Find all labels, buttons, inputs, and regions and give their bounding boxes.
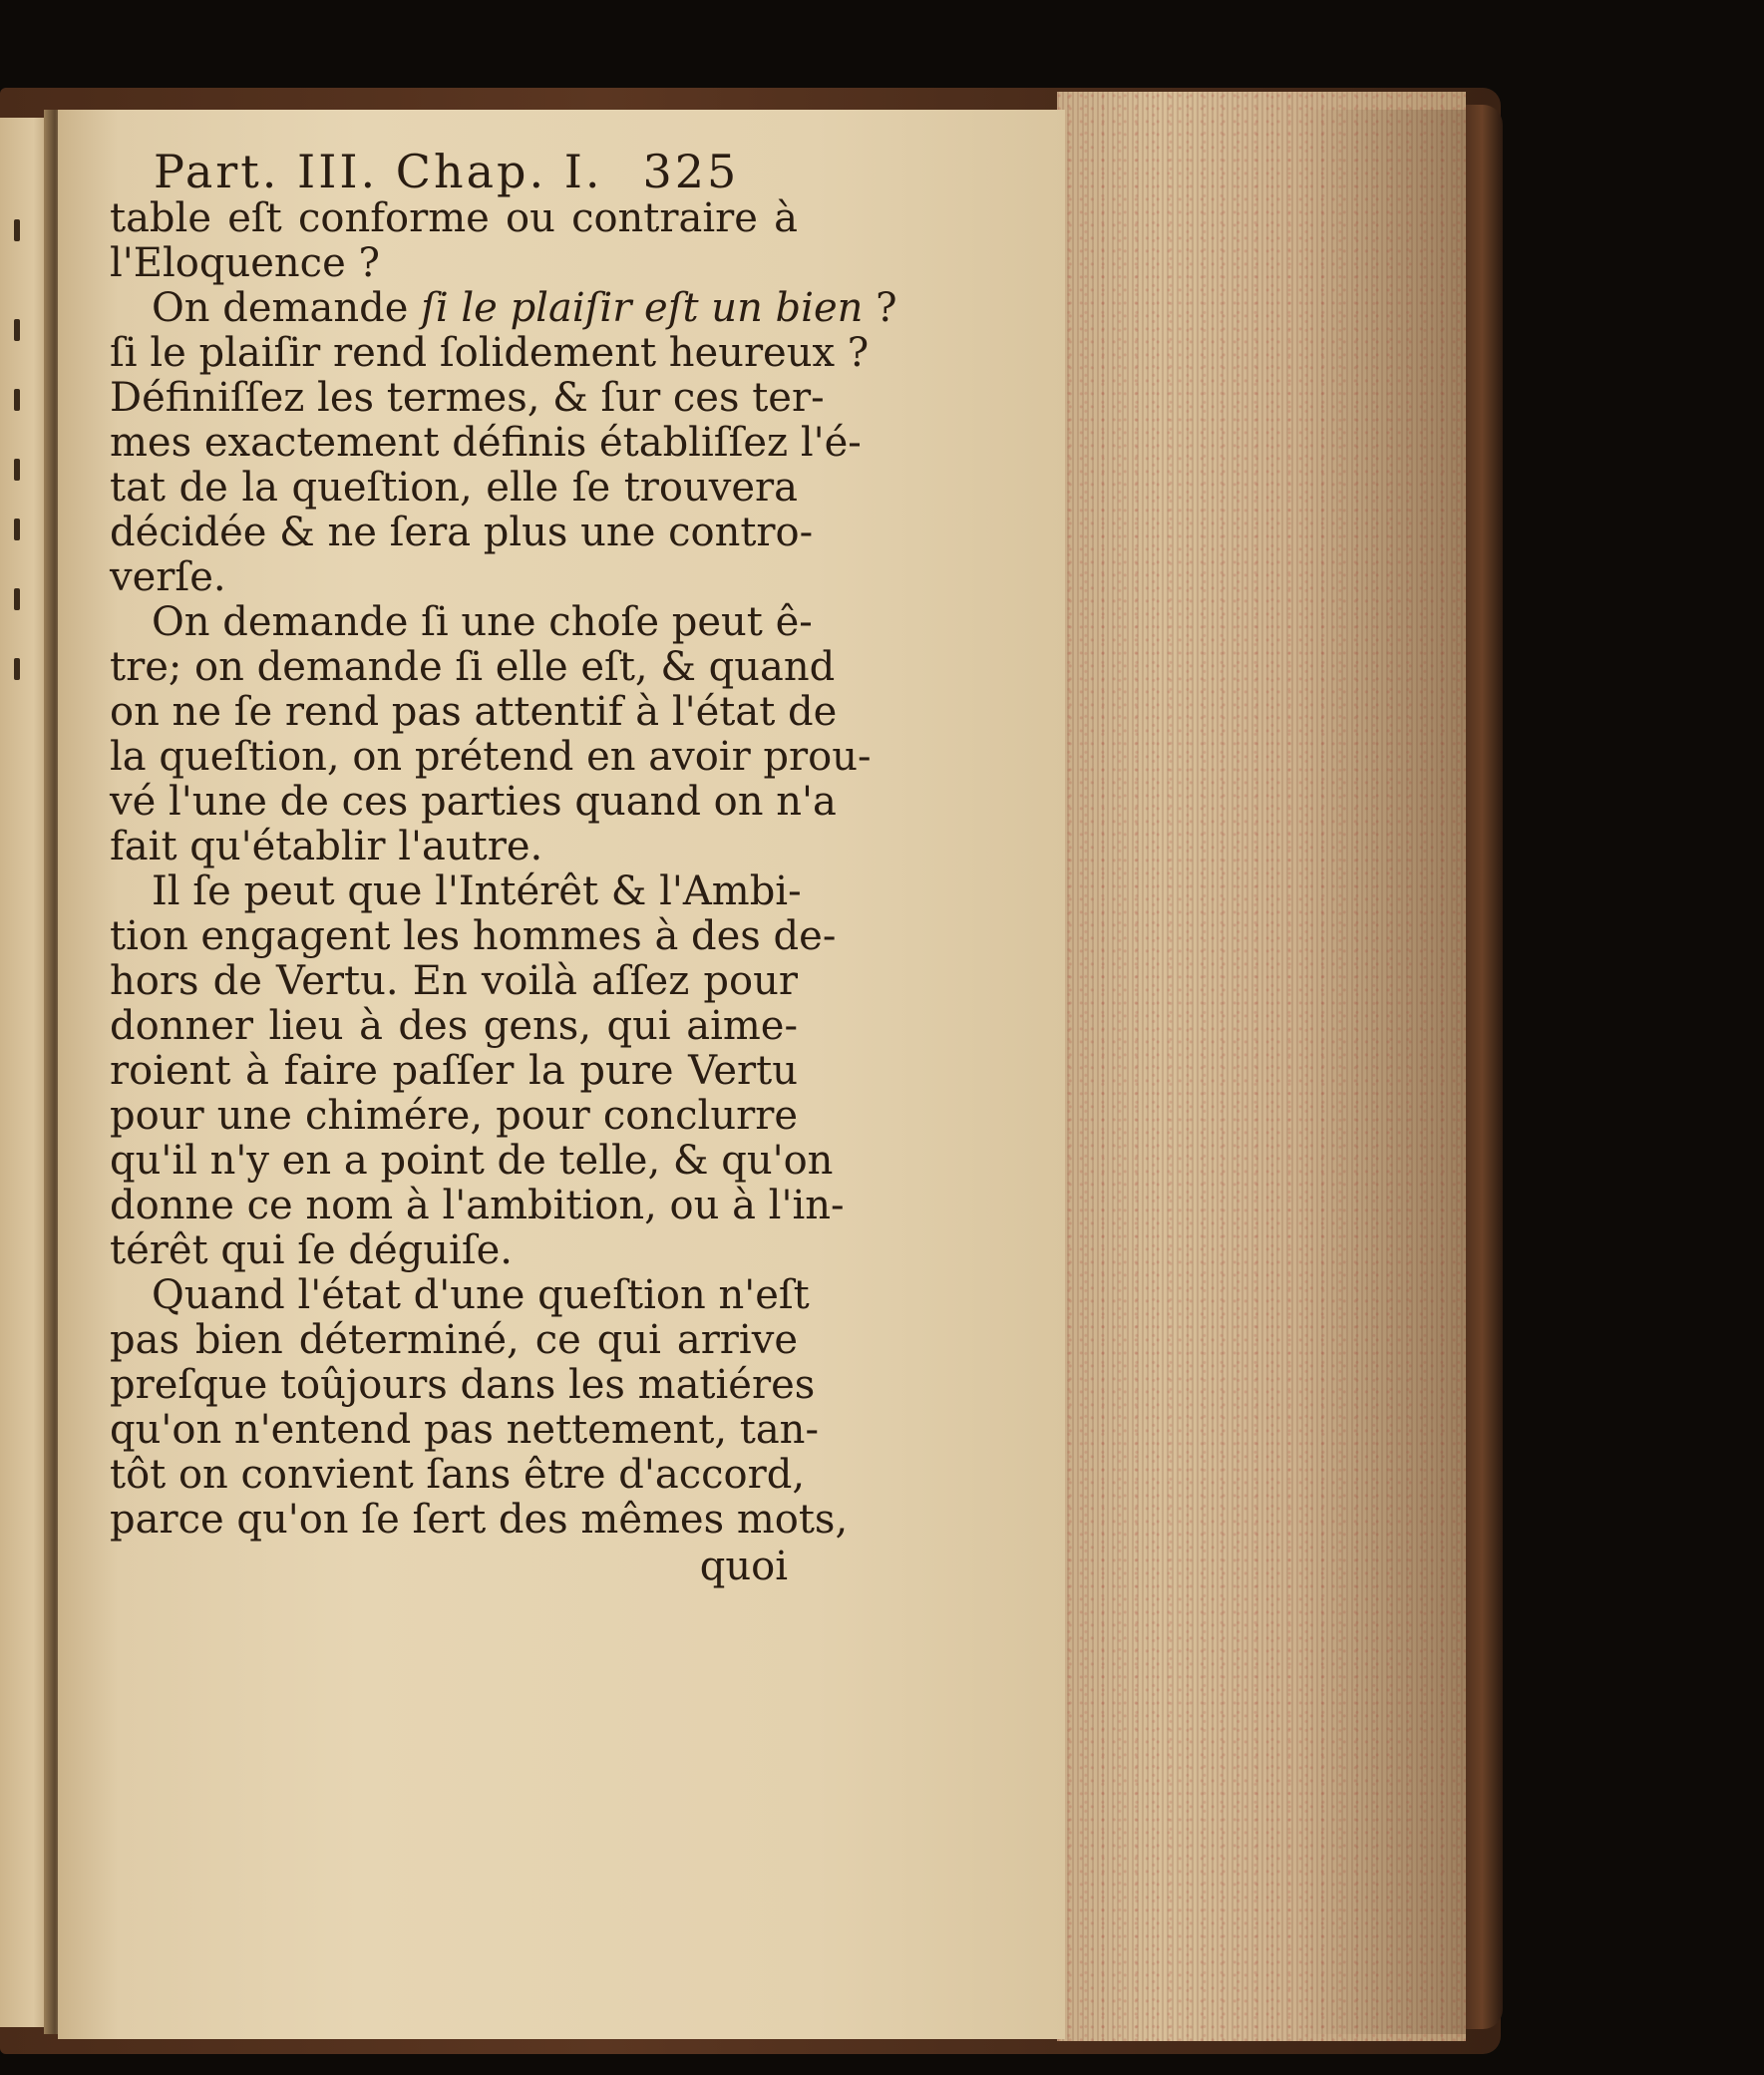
text-line: verſe.: [110, 554, 226, 600]
text-line: donner lieu à des gens, qui aime-: [110, 1003, 798, 1049]
text-line: tôt on convient ſans être d'accord,: [110, 1452, 806, 1498]
running-title: Part. III. Chap. I.: [154, 145, 603, 198]
text-line: Définiſſez les termes, & ſur ces ter-: [110, 375, 825, 421]
body-lines: [110, 195, 872, 1543]
text-line: Il ſe peut que l'Intérêt & l'Ambi-: [152, 868, 802, 914]
text-line: fait qu'établir l'autre.: [110, 824, 543, 869]
page-number: 325: [642, 145, 740, 198]
text-line: ſi le plaiſir rend ſolidement heureux ?: [110, 330, 870, 376]
text-line: tion engagent les hommes à des de-: [110, 913, 837, 959]
text-line: table eſt conforme ou contraire à: [110, 195, 798, 241]
text-line: Quand l'état d'une queſtion n'eſt: [152, 1272, 810, 1318]
text-line: mes exactement définis établiſſez l'é-: [110, 420, 862, 466]
text-line: qu'il n'y en a point de telle, & qu'on: [110, 1138, 834, 1184]
text-line: l'Eloquence ?: [110, 240, 380, 286]
text-line: On demande ſi le plaiſir eſt un bien: [152, 285, 864, 331]
text-line: la queſtion, on prétend en avoir prou-: [110, 734, 872, 780]
text-line: roient à faire paſſer la pure Vertu: [110, 1048, 798, 1094]
text-line: preſque toûjours dans les matiéres: [110, 1362, 816, 1408]
text-line: tre; on demande ſi elle eſt, & quand: [110, 644, 836, 690]
text-line: pour une chimére, pour conclurre: [110, 1093, 798, 1139]
text-line: hors de Vertu. En voilà aſſez pour: [110, 958, 798, 1004]
text-line: On demande ſi une choſe peut ê-: [152, 599, 813, 645]
text-line: vé l'une de ces parties quand on n'a: [110, 779, 837, 825]
running-header: [154, 145, 798, 198]
text-line: tat de la queſtion, elle ſe trouvera: [110, 465, 798, 511]
text-line: donne ce nom à l'ambition, ou à l'in-: [110, 1183, 845, 1228]
page-edge-shadow: [1296, 110, 1466, 2034]
page-text-block: [110, 145, 872, 1589]
text-line: térêt qui ſe déguiſe.: [110, 1227, 514, 1273]
text-line: pas bien déterminé, ce qui arrive: [110, 1317, 798, 1363]
text-line: qu'on n'entend pas nettement, tan-: [110, 1407, 819, 1453]
text-line: on ne ſe rend pas attentif à l'état de: [110, 689, 838, 735]
text-line: parce qu'on ſe ſert des mêmes mots,: [110, 1497, 849, 1543]
catchword: quoi: [699, 1544, 788, 1589]
text-line: décidée & ne ſera plus une contro-: [110, 510, 814, 555]
